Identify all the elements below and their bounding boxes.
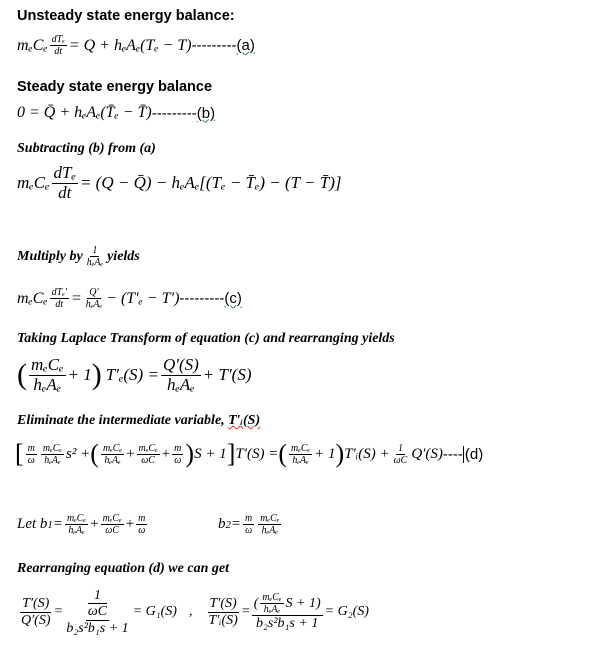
g2-den: b₂s²b₁s + 1 [256,616,319,632]
multiply-den: hₑAₑ [86,257,104,268]
heading-laplace: Taking Laplace Transform of equation (c) and rearranging yields [17,331,395,346]
multiply-prefix: Multiply by [17,248,83,264]
eq-d-s2: s² + [66,445,91,462]
eq-a-lhs: mₑCₑ [17,36,48,54]
g2-inner-num: mₑCₑ [262,592,282,604]
eq-lap-mid: T′ₑ(S) = [105,365,159,385]
equation-b [17,104,215,122]
eq-d-ti: T′ᵢ(S) + [344,445,390,462]
eq-c-lhs: mₑCₑ [17,289,48,307]
heading-steady: Steady state energy balance [17,79,213,95]
eliminate-prefix: Eliminate the intermediate variable, [17,413,225,428]
b2-f1-num: m [245,513,253,524]
equation-d: [ $\frac{m}{\omega}$ $\frac{\text{mₑCₑ}}{\text{hₑAₑ}}$ s² + ( $\frac{\text{mₑCₑ}}{\text{hₑAₑ}}$ + $\frac{\text{mₑCₑ}}{\omega C}$ + $\frac{m}{\omega}$ ) S + 1 ] T′(S) = ( $\frac{\text{mₑCₑ}}{\text{hₑAₑ}}$ + 1 ) T′ᵢ(S) + $\frac{1}{\omega C}$ Q′(S) ---- (d) [15,439,484,468]
eq-d-mid: T′(S) = [235,445,279,462]
b2-prefix: b [218,516,226,532]
b2-f2-num: mₑCₑ [260,513,280,524]
b2-sub: 2 [225,518,231,531]
eq-d-label: (d) [464,445,484,463]
eq-d-p-f3-den: ω [174,454,182,466]
equation-laplace: ( $\frac{\text{mₑCₑ}}{\text{hₑAₑ}}$ + 1 ) T′ₑ(S) = $\frac{Q'(S)}{\text{hₑAₑ}}$ + T′(S) [17,355,252,394]
eq-lap-tail: + T′(S) [202,365,252,385]
eq-a-num: dTₑ [51,34,65,45]
g1-top-num: 1 [94,588,102,603]
b2-eq: = [230,516,242,532]
eq-diff-lhs: mₑCₑ [17,173,50,193]
eq-c-rhs: − (T′ₑ − T′) [106,289,180,307]
b1-f2-den: ωC [105,525,119,536]
eq-diff-rhs: = (Q − Q̄) − hₑAₑ[(Tₑ − T̄ₑ) − (T − T̄)] [79,173,342,193]
eq-diff-den: dt [58,182,72,202]
equation-difference [17,164,342,202]
separator: , [188,604,193,620]
eq-d-p-f3-num: m [174,442,182,454]
heading-eliminate [17,413,260,429]
eq-a-label: (a) [236,37,255,54]
b1-sub: 1 [47,518,53,531]
b1-f2-num: mₑCₑ [102,513,122,524]
eq-a-rhs: = Q + hₑAₑ(Tₑ − T) [68,36,192,54]
g2-inner-tail: S + 1) [285,596,321,612]
eq-c-label: (c) [224,290,242,307]
multiply-num: 1 [92,245,98,256]
equation-b1: Let b 1 = $\frac{\text{mₑCₑ}}{\text{hₑAₑ}}$ + $\frac{\text{mₑCₑ}}{\omega C}$ + $\frac{m}{\omega}$ [17,513,146,536]
eq-d-w-den: ωC [393,454,408,466]
eq-diff-num: dTₑ [53,163,76,182]
g2-lhs-num: T′(S) [209,596,237,612]
eq-d-s1: S + 1 [194,445,227,462]
g1-lhs-den: Q′(S) [21,612,51,628]
b1-f3-den: ω [138,525,146,536]
eq-d-f1-den: ω [27,454,35,466]
heading-unsteady: Unsteady state energy balance: [17,8,235,24]
eq-c-q-num: Q′ [89,287,99,298]
b1-eq: = [52,516,63,532]
eq-d-f1-num: m [27,442,35,454]
eq-d-p-f2-den: ωC [141,454,155,466]
g1-den: b₂s²b₁s + 1 [66,620,129,636]
eq-d-f2-num: mₑCₑ [42,442,63,454]
g2-lhs-den: T′ᵢ(S) [208,612,238,628]
eq-lap-den: hₑAₑ [33,374,62,394]
eq-c-q-den: hₑAₑ [85,299,103,310]
g2-inner-den: hₑAₑ [263,604,281,616]
equation-transfer: $\frac{T'(S)}{Q'(S)}$ = $\frac{\frac{1}{\omega C}}{\text{b₂s²b₁s + 1}}$ = G₁(S) , $\frac{T'(S)}{\text{T′ᵢ(S)}}$ = ( $\frac{\text{mₑCₑ}}{\text{hₑAₑ}}$ S + 1) b₂s²b₁s + 1 = G₂(S) [21,588,369,636]
b1-prefix: Let b [17,516,48,532]
b1-f1-den: hₑAₑ [68,525,85,536]
eq-d-r-plus: + 1 [314,445,336,462]
heading-rearrange: Rearranging equation (d) we can get [17,561,229,576]
eq-lap-num: mₑCₑ [31,355,64,374]
eq-d-q: Q′(S) [411,445,443,462]
eq-c-num: dTₑ′ [51,287,67,298]
equation-b2 [218,513,283,536]
eq-a-den: dt [54,46,63,57]
g1-result: = G₁(S) [132,604,177,620]
heading-multiply [17,245,140,268]
eq-c-eq: = [71,289,82,307]
eq-d-r-num: mₑCₑ [291,442,311,454]
eq-d-dashes: ---- [442,445,463,463]
eq-b-dashes: --------- [151,104,197,122]
b1-f3-num: m [138,513,146,524]
g1-top-den: ωC [87,604,108,620]
eq-c-den: dt [55,299,64,310]
eq-d-p-f2-num: mₑCₑ [138,442,158,454]
multiply-suffix: yields [107,248,140,264]
eq-b-label: (b) [196,104,216,122]
eq-d-r-den: hₑAₑ [292,454,309,466]
eq-lap-plus1: + 1 [67,365,92,385]
equation-a [17,34,255,57]
equation-c [17,287,242,310]
eq-lap-q-den: hₑAₑ [166,374,195,394]
eq-d-f2-den: hₑAₑ [44,454,61,466]
b1-f1-num: mₑCₑ [66,513,87,524]
g1-lhs-num: T′(S) [22,596,50,612]
eq-d-w-num: 1 [397,442,403,454]
eq-d-p-f1-num: mₑCₑ [102,442,123,454]
heading-subtract: Subtracting (b) from (a) [17,141,156,156]
eq-lap-q-num: Q′(S) [162,355,199,374]
eq-a-dashes: --------- [191,37,237,54]
g2-inner-open: ( [253,596,259,612]
b2-f2-den: hₑAₑ [261,525,279,536]
b2-f1-den: ω [245,525,253,536]
eq-c-dashes: --------- [179,290,225,307]
eq-d-p-f1-den: hₑAₑ [104,454,121,466]
eliminate-var: T′ᵢ(S) [228,413,261,428]
eq-b-body: 0 = Q̄ + hₑAₑ(T̄ₑ − T̄) [17,104,152,121]
g2-result: = G₂(S) [324,604,369,620]
